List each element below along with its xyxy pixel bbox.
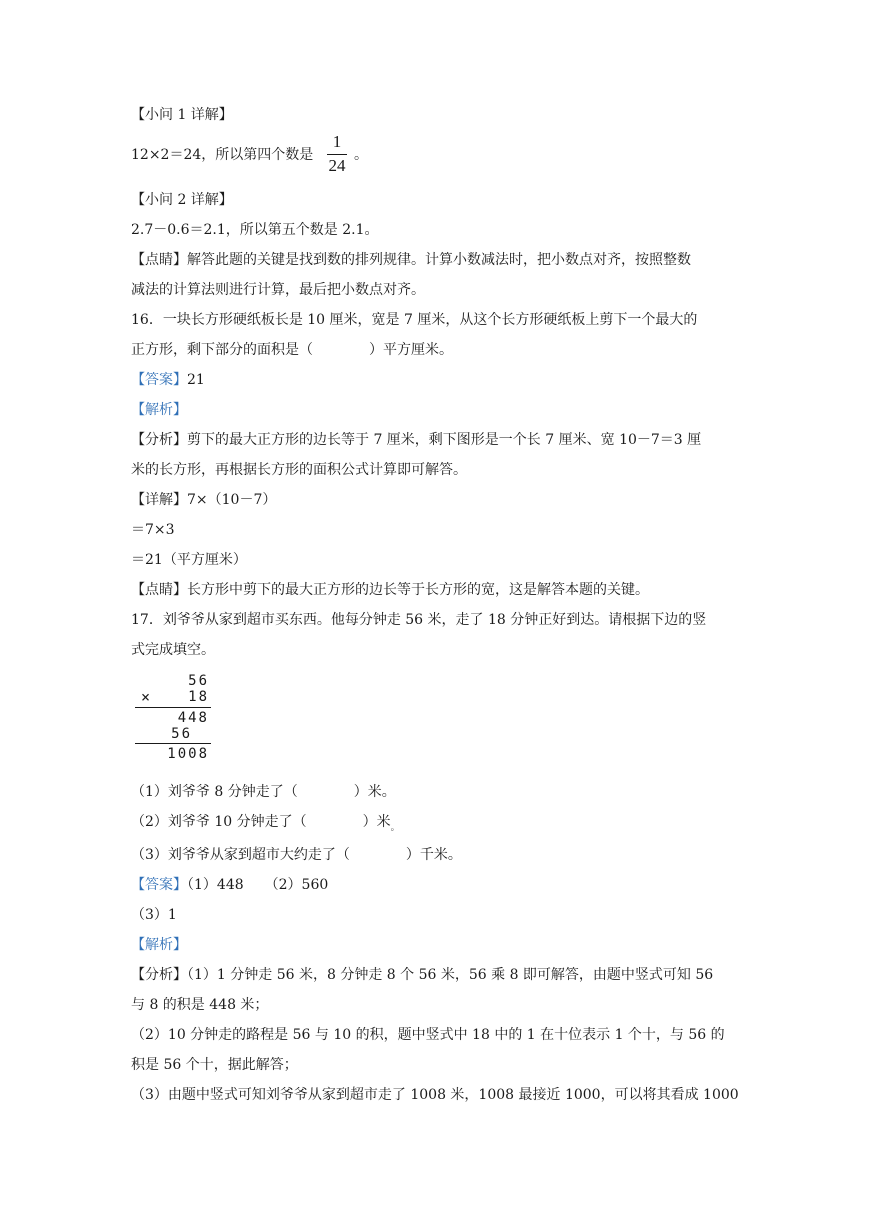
vm-partial-product-2: 56 (171, 726, 192, 742)
subquestion-2-text: 2.7－0.6＝2.1，所以第五个数是 2.1。 (131, 222, 379, 238)
detail-16-line-2: ＝7×3 (131, 522, 175, 538)
analysis-17-line-1: 【分析】（1）1 分钟走 56 米，8 分钟走 8 个 56 米，56 乘 8 即可解答，由题中竖式可知 56 (131, 967, 714, 983)
fraction-bar (327, 154, 347, 155)
question-17-part-3: （3）刘爷爷从家到超市大约走了（ ）千米。 (131, 847, 462, 863)
question-16-line-1: 16．一块长方形硬纸板长是 10 厘米，宽是 7 厘米，从这个长方形硬纸板上剪下一个最大的 (131, 312, 698, 328)
analysis-16-line-1: 【分析】剪下的最大正方形的边长等于 7 厘米，剩下图形是一个长 7 厘米、宽 10－7＝3 厘 (131, 432, 702, 448)
detail-16-line-1: 【详解】7×（10－7） (131, 492, 277, 508)
analysis-16-line-2: 米的长方形，再根据长方形的面积公式计算即可解答。 (131, 462, 467, 478)
subquestion-1-heading: 【小问 1 详解】 (131, 107, 233, 123)
answer-16-value: 21 (187, 372, 205, 388)
answer-label: 【答案】 (131, 877, 187, 893)
tip-paragraph-line-2: 减法的计算法则进行计算，最后把小数点对齐。 (131, 282, 425, 298)
answer-label: 【答案】 (131, 372, 187, 388)
vm-multiplicand: 56 (188, 673, 209, 689)
analysis-17-heading: 【解析】 (131, 937, 187, 953)
question-17-part-1: （1）刘爷爷 8 分钟走了（ ）米。 (131, 784, 396, 800)
question-16-line-2: 正方形，剩下部分的面积是（ ）平方厘米。 (131, 342, 453, 358)
subquestion-2-heading: 【小问 2 详解】 (131, 192, 233, 208)
answer-17-values: （1）448 （2）560 (187, 877, 329, 893)
vm-times-sign: × (141, 688, 151, 706)
answer-17-line-1 (131, 875, 328, 895)
fraction-numerator: 1 (332, 132, 342, 151)
analysis-17-line-3: （2）10 分钟走的路程是 56 与 10 的积，题中竖式中 18 中的 1 在十位表示 1 个十，与 56 的 (131, 1027, 725, 1043)
question-17-part-2 (131, 812, 400, 832)
tip-paragraph-line-1: 【点睛】解答此题的关键是找到数的排列规律。计算小数减法时，把小数点对齐，按照整数 (131, 252, 691, 268)
analysis-16-heading: 【解析】 (131, 402, 187, 418)
vm-result: 1008 (167, 746, 209, 762)
answer-17-line-2: （3）1 (131, 907, 177, 923)
subquestion-1-period: 。 (354, 147, 368, 163)
subquestion-1-text: 12×2＝24，所以第四个数是 (131, 147, 314, 163)
fraction-denominator: 24 (328, 156, 346, 175)
question-17-line-2: 式完成填空。 (131, 642, 215, 658)
analysis-17-line-4: 积是 56 个十，据此解答； (131, 1057, 298, 1073)
tip-16: 【点睛】长方形中剪下的最大正方形的边长等于长方形的宽，这是解答本题的关键。 (131, 582, 649, 598)
question-17-part-2-period: 。 (390, 822, 400, 833)
vm-multiplier: 18 (188, 689, 209, 705)
analysis-17-line-2: 与 8 的积是 448 米； (131, 997, 269, 1013)
analysis-17-line-5: （3）由题中竖式可知刘爷爷从家到超市走了 1008 米，1008 最接近 1000，可以将其看成 1000 (131, 1087, 739, 1103)
vertical-multiplication (133, 670, 223, 765)
vm-rule-1 (135, 707, 211, 708)
question-17-line-1: 17．刘爷爷从家到超市买东西。他每分钟走 56 米，走了 18 分钟正好到达。请根据下边的竖 (131, 612, 707, 628)
vm-rule-2 (135, 743, 211, 744)
answer-16 (131, 370, 205, 390)
question-17-part-2-text: （2）刘爷爷 10 分钟走了（ ）米 (131, 814, 391, 830)
detail-16-line-3: ＝21（平方厘米） (131, 552, 247, 568)
vm-partial-product-1: 448 (177, 710, 209, 726)
